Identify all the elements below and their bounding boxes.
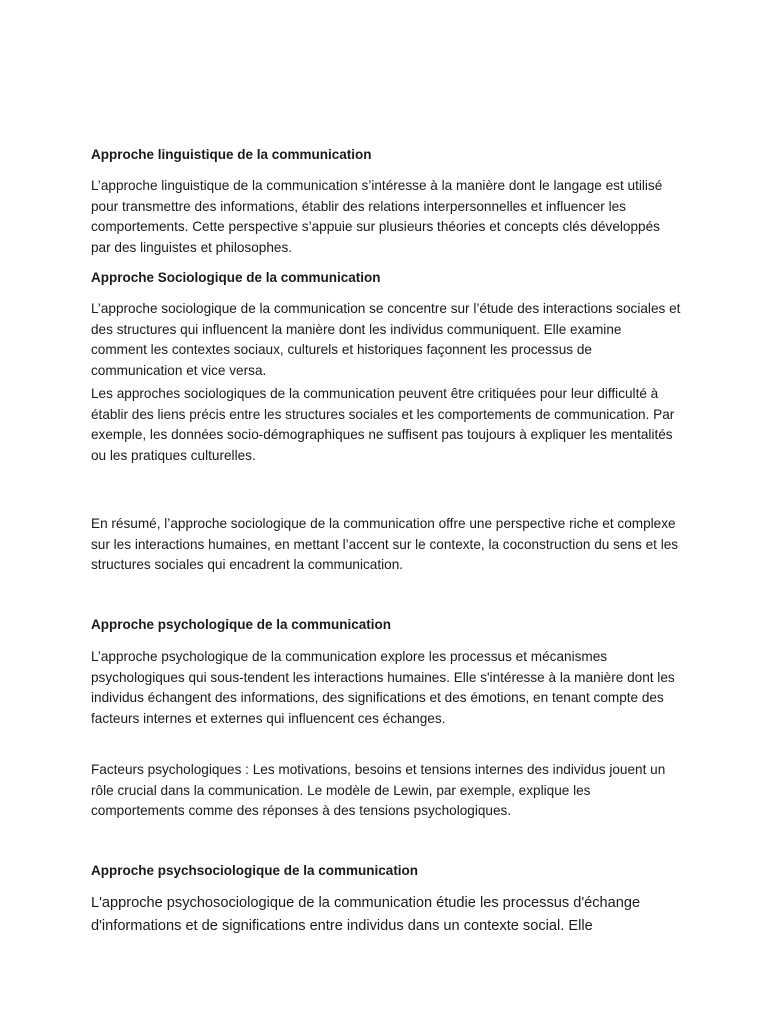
paragraph-text: En résumé, l’approche sociologique de la communication offre une perspective riche et complexe sur les interactions humaines, en mettant l’accent sur le contexte, la coconstruction du sens et les structures sociales qui encadrent la communication. <box>91 516 679 573</box>
paragraph-text: Les approches sociologiques de la communication peuvent être critiquées pour leur difficulté à établir des liens précis entre les structures sociales et les comportements de communication. Par exemple, les données socio-démographiques ne suffisent pas toujours à expliquer les mentalités ou les pratiques culturelles. <box>91 386 675 463</box>
paragraph <box>91 514 681 576</box>
paragraph <box>91 647 681 729</box>
paragraph <box>91 176 681 258</box>
paragraph-text: L’approche sociologique de la communication se concentre sur l’étude des interactions sociales et des structures qui influencent la manière dont les individus communiquent. Elle examine comment les contextes sociaux, culturels et historiques façonnent les processus de communication et vice versa. <box>91 301 681 378</box>
section-heading: Approche psychsociologique de la communication <box>91 863 419 878</box>
paragraph-text: Facteurs psychologiques : Les motivations, besoins et tensions internes des individus jouent un rôle crucial dans la communication. Le modèle de Lewin, par exemple, explique les comportements comme des réponses à des tensions psychologiques. <box>91 762 666 819</box>
paragraph <box>91 760 681 822</box>
section-sociological <box>91 269 681 287</box>
section-heading: Approche Sociologique de la communication <box>91 270 381 285</box>
paragraph-text: L’approche linguistique de la communication s’intéresse à la manière dont le langage est utilisé pour transmettre des informations, établir des relations interpersonnelles et influencer les comportements. Cette perspective s’appuie sur plusieurs théories et concepts clés développés par des linguistes et philosophes. <box>91 178 663 255</box>
section-psychological <box>91 616 681 634</box>
paragraph-text: L'approche psychosociologique de la communication étudie les processus d'échange d'informations et de significations entre individus dans un contexte social. Elle <box>91 895 641 934</box>
section-heading: Approche psychologique de la communication <box>91 617 392 632</box>
paragraph <box>91 384 681 466</box>
paragraph-text: L’approche psychologique de la communication explore les processus et mécanismes psychologiques qui sous-tendent les interactions humaines. Elle s'intéresse à la manière dont les individus échangent des informations, des significations et des émotions, en tenant compte des facteurs internes et externes qui influencent ces échanges. <box>91 649 675 726</box>
section-psychosociological <box>91 862 681 880</box>
paragraph <box>91 299 681 381</box>
paragraph <box>91 892 681 937</box>
section-linguistic <box>91 146 681 164</box>
section-heading: Approche linguistique de la communication <box>91 147 372 162</box>
